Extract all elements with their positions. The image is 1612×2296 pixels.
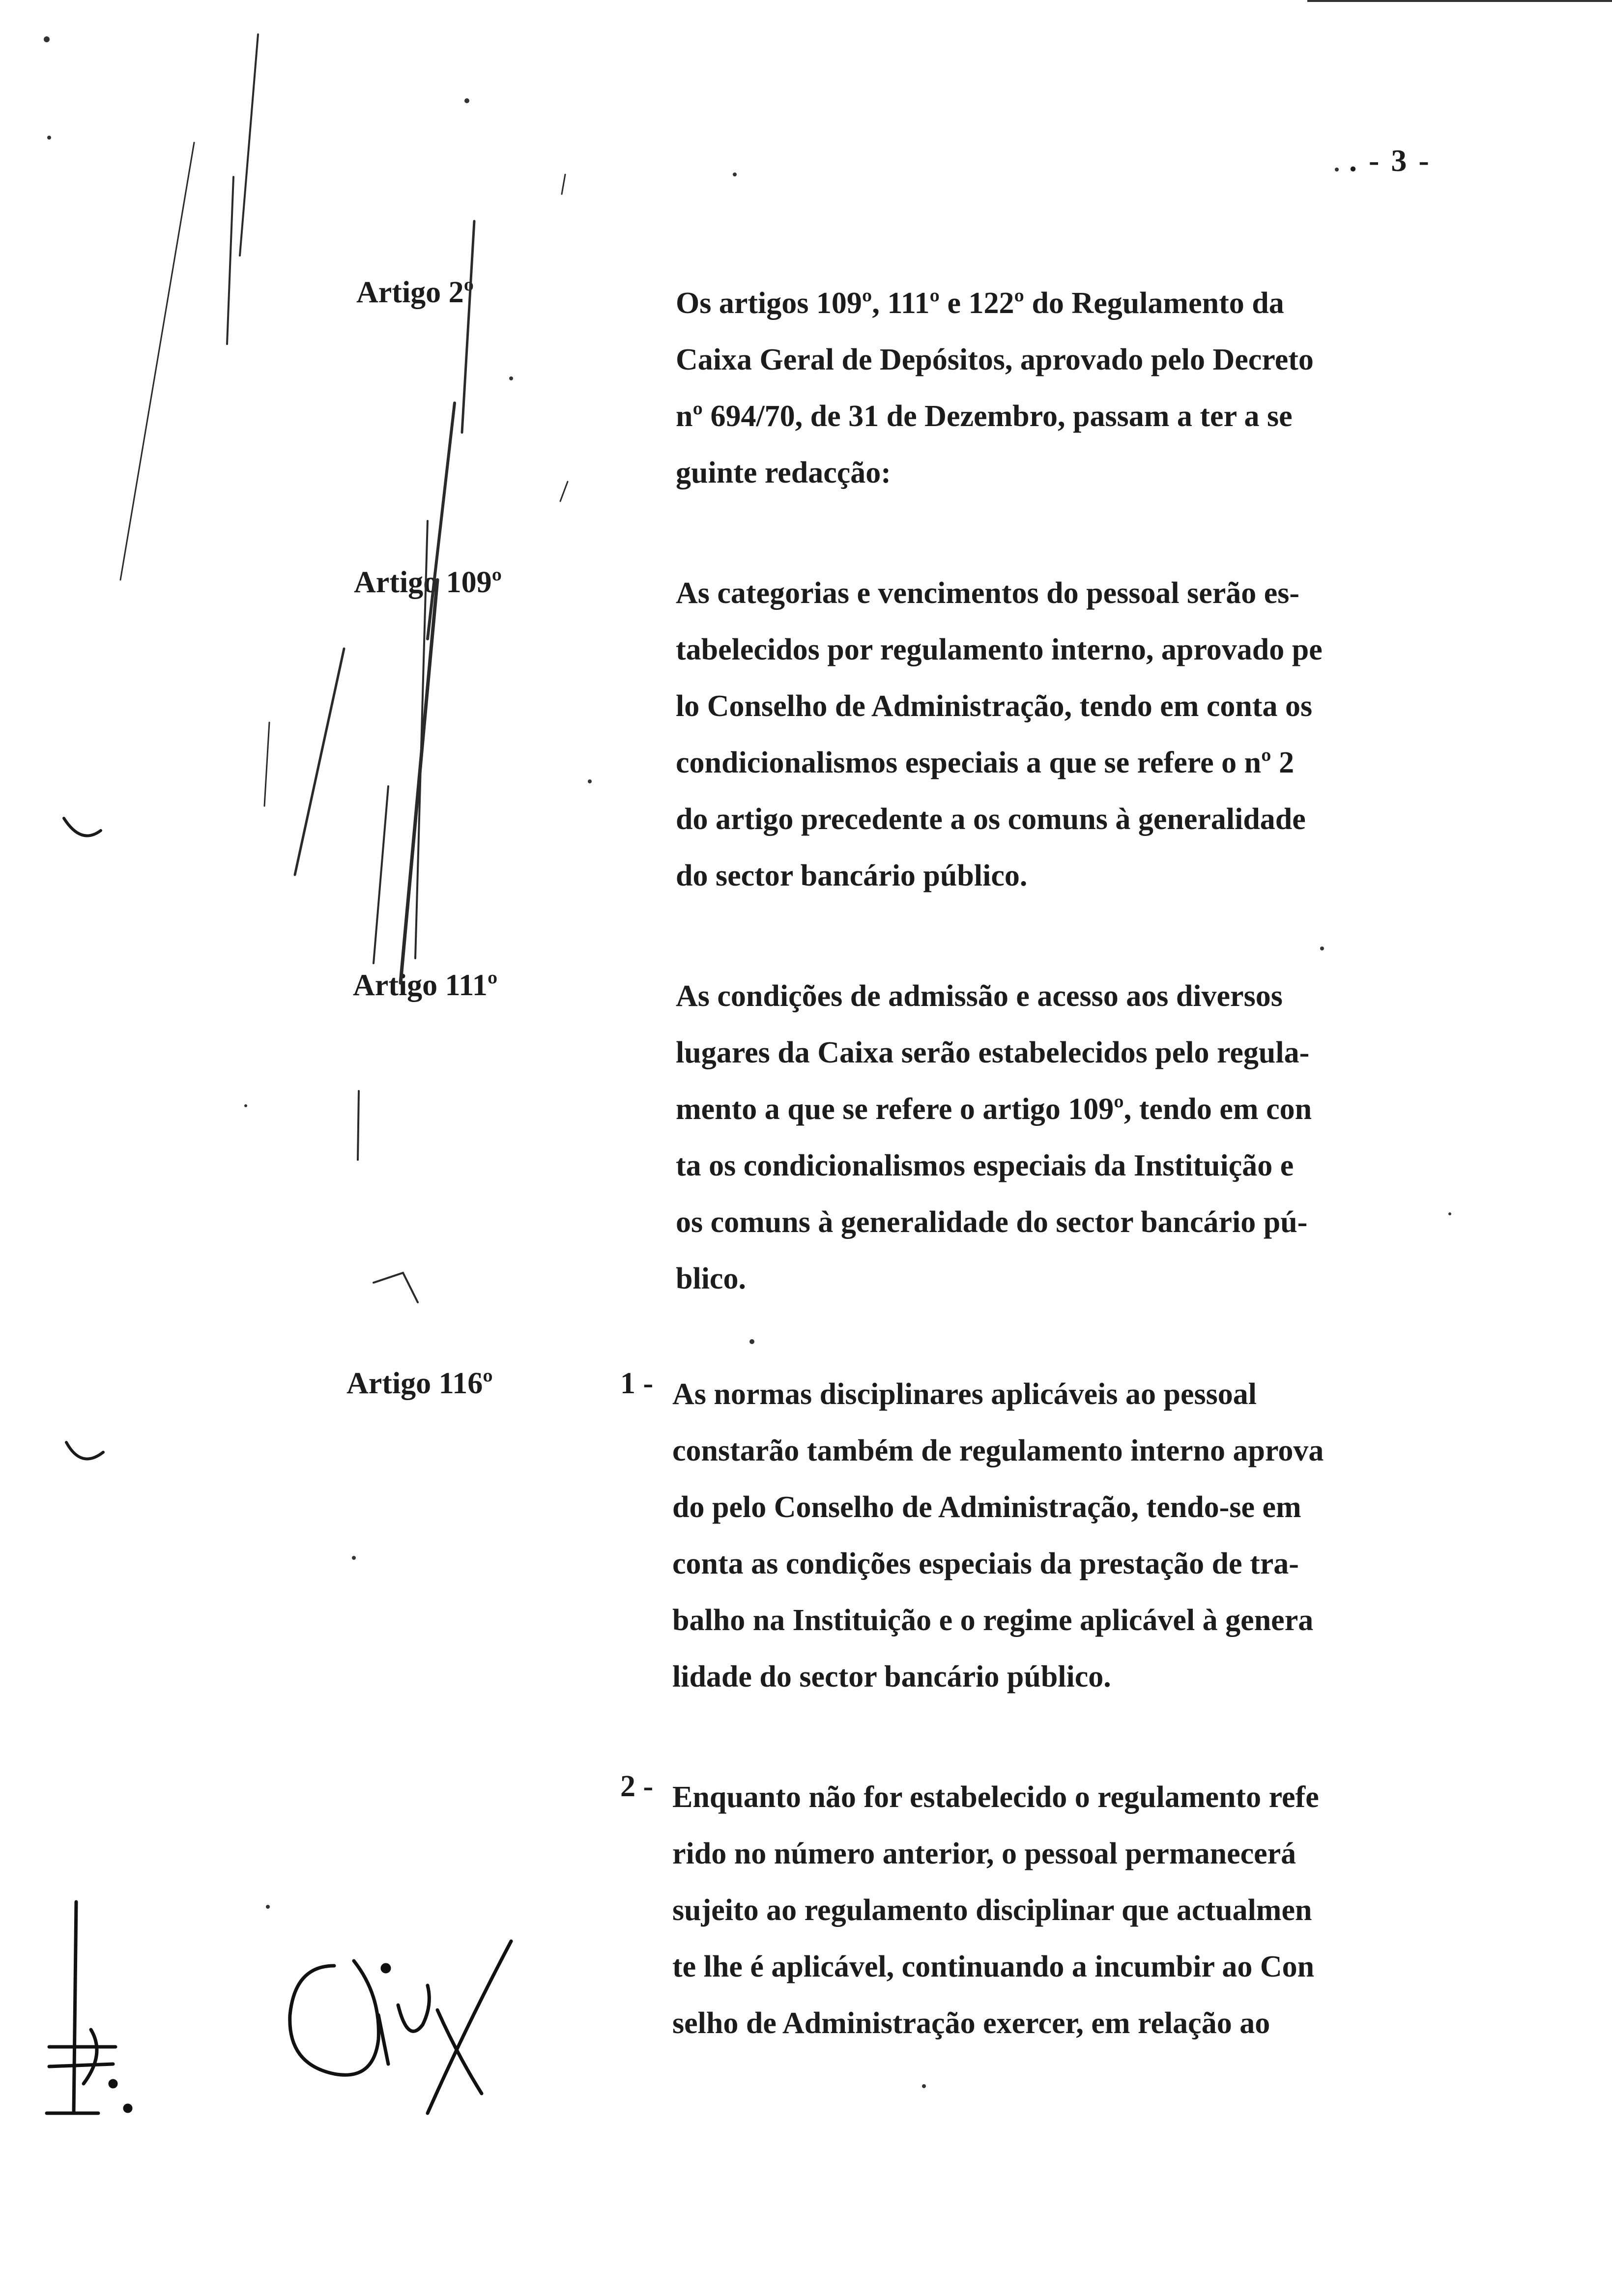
text-line: Os artigos 109º, 111º e 122º do Regulamento da bbox=[676, 287, 1284, 320]
article-label-2: Artigo 2º bbox=[356, 276, 474, 309]
margin-stroke bbox=[462, 221, 474, 432]
punch-hole-arc bbox=[66, 1442, 103, 1459]
text-line: blico. bbox=[676, 1262, 746, 1295]
margin-stroke bbox=[227, 177, 233, 344]
margin-stroke bbox=[358, 1091, 359, 1160]
handwritten-initials bbox=[47, 1902, 131, 2113]
margin-stroke bbox=[374, 1273, 418, 1302]
margin-stroke bbox=[374, 786, 388, 963]
margin-stroke bbox=[562, 174, 565, 194]
text-line: As categorias e vencimentos do pessoal serão es- bbox=[676, 576, 1300, 610]
margin-stroke bbox=[428, 403, 455, 639]
text-line: As normas disciplinares aplicáveis ao pessoal bbox=[672, 1378, 1257, 1411]
text-line: ta os condicionalismos especiais da Instituição e bbox=[676, 1149, 1294, 1182]
text-line: nº 694/70, de 31 de Dezembro, passam a ter a se bbox=[676, 400, 1293, 433]
dust-dot bbox=[266, 1905, 270, 1909]
dust-dot bbox=[1448, 1212, 1451, 1215]
dust-dot bbox=[922, 2084, 926, 2088]
text-line: te lhe é aplicável, continuando a incumbir ao Con bbox=[672, 1950, 1315, 1983]
text-line: do artigo precedente a os comuns à generalidade bbox=[676, 803, 1306, 836]
text-line: do sector bancário público. bbox=[676, 859, 1028, 892]
item-number-1: 1 - bbox=[620, 1367, 654, 1400]
article-label-116: Artigo 116º bbox=[346, 1367, 493, 1400]
text-line: rido no número anterior, o pessoal permanecerá bbox=[672, 1837, 1296, 1870]
text-line: selho de Administração exercer, em relação ao bbox=[672, 2007, 1270, 2040]
item-number-2: 2 - bbox=[620, 1770, 654, 1803]
dust-dot bbox=[1335, 168, 1339, 172]
dust-dot bbox=[44, 36, 50, 42]
dust-dot bbox=[352, 1556, 356, 1560]
page-number: . - 3 - bbox=[1349, 143, 1431, 178]
margin-stroke bbox=[240, 34, 258, 256]
text-line: conta as condições especiais da prestação de tra- bbox=[672, 1547, 1299, 1580]
margin-stroke bbox=[295, 649, 344, 875]
text-line: balho na Instituição e o regime aplicável à genera bbox=[672, 1604, 1314, 1637]
dust-dot bbox=[1320, 947, 1324, 950]
margin-stroke bbox=[401, 580, 437, 983]
text-line: lugares da Caixa serão estabelecidos pelo regula- bbox=[676, 1036, 1310, 1069]
margin-stroke bbox=[120, 143, 194, 580]
dust-dot bbox=[47, 136, 51, 140]
text-line: condicionalismos especiais a que se refere o nº 2 bbox=[676, 746, 1295, 779]
dust-dot bbox=[733, 172, 737, 176]
margin-stroke bbox=[264, 722, 269, 806]
text-line: guinte redacção: bbox=[676, 456, 891, 489]
margin-stroke bbox=[415, 521, 428, 958]
text-line: tabelecidos por regulamento interno, aprovado pe bbox=[676, 633, 1323, 666]
dust-dot bbox=[509, 376, 513, 380]
article-label-109: Artigo 109º bbox=[354, 566, 502, 599]
dust-dot bbox=[464, 98, 469, 103]
dust-dot bbox=[749, 1339, 754, 1344]
margin-stroke bbox=[560, 482, 568, 501]
text-line: sujeito ao regulamento disciplinar que actualmen bbox=[672, 1894, 1312, 1927]
text-line: lo Conselho de Administração, tendo em conta os bbox=[676, 689, 1313, 723]
dust-dot bbox=[244, 1104, 247, 1107]
text-line: constarão também de regulamento interno aprova bbox=[672, 1434, 1324, 1467]
text-line: mento a que se refere o artigo 109º, tendo em con bbox=[676, 1092, 1312, 1126]
text-line: Enquanto não for estabelecido o regulamento refe bbox=[672, 1780, 1319, 1814]
text-line: As condições de admissão e acesso aos diversos bbox=[676, 979, 1283, 1013]
text-line: lidade do sector bancário público. bbox=[672, 1660, 1111, 1693]
article-label-111: Artigo 111º bbox=[353, 969, 498, 1002]
text-line: do pelo Conselho de Administração, tendo-se em bbox=[672, 1491, 1301, 1524]
text-line: os comuns à generalidade do sector bancário pú- bbox=[676, 1205, 1308, 1239]
text-line: Caixa Geral de Depósitos, aprovado pelo Decreto bbox=[676, 343, 1314, 376]
punch-hole-arc bbox=[64, 818, 101, 836]
dust-dot bbox=[588, 779, 592, 783]
handwritten-signature bbox=[290, 1941, 511, 2113]
